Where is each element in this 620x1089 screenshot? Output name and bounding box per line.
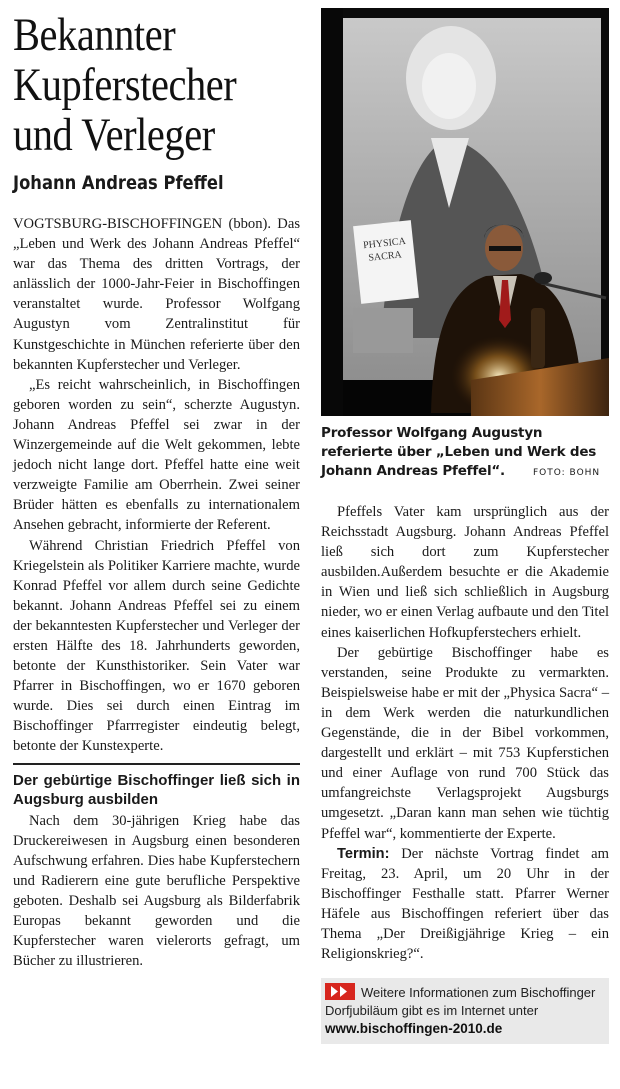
paragraph-1-text: Das „Leben und Werk des Johann Andreas Pfeffel“ war das Thema des dritten Vortrags, der anlässlich der 1000-Jahr-Feier in Bischoffingen veranstaltet wurde. Professor Wolfgang Augustyn vom Zentralinstitut für Kunstgeschichte in München referierte über den bekannten Kupferstecher und Verleger.	[13, 216, 300, 373]
book-title-line-2: SACRA	[367, 249, 403, 264]
lecture-photo-illustration	[321, 8, 609, 416]
info-box	[321, 978, 609, 1044]
article-body-left	[13, 214, 300, 971]
photo-credit: FOTO: BOHN	[532, 468, 601, 478]
headline-line-3: und Verleger	[13, 109, 215, 161]
subhead: Johann Andreas Pfeffel	[13, 172, 224, 194]
portrait-plaque	[353, 308, 413, 353]
lectern-lamp-arm	[531, 308, 545, 368]
book-title-line-1: PHYSICA	[362, 235, 407, 252]
dateline: VOGTSBURG-BISCHOFFINGEN (bbon).	[13, 216, 272, 232]
paragraph-1	[13, 214, 300, 375]
paragraph-5: Pfeffels Vater kam ursprünglich aus der Reichsstadt Augsburg. Johann Andreas Pfeffel ließ sich dort zum Kupferstecher ausbilden.Außerdem besuchte er die Akademie in Wien und ließ sich schließlich in Augsburg nieder, wo er einen Verlag aufbaute und den Titel eines kaiserlichen Hofkupferstechers erhielt.	[321, 504, 609, 641]
termin-label: Termin:	[337, 845, 390, 862]
termin-text: Der nächste Vortrag findet am Freitag, 23. April, um 20 Uhr in der Bischoffinger Festhalle statt. Pfarrer Werner Häfele aus Bischoffingen referiert über das Thema „Der Dreißigjährige Krieg – ein Religionskrieg?“.	[321, 845, 609, 963]
paragraph-2: „Es reicht wahrscheinlich, in Bischoffingen geboren worden zu sein“, scherzte Augustyn. Johann Andreas Pfeffel sei zwar in der Winzergemeinde auf die Welt gekommen, lebte jedoch nicht lange dort. Pfeffel hatte eine weit verzweigte Familie am Oberrhein. Zwei seiner Brüder hätten es ebenfalls zu internationalem Ansehen gebracht, informierte der Referent.	[13, 376, 300, 534]
portrait-face	[422, 53, 476, 119]
article-body-right	[321, 502, 609, 964]
photo-caption	[321, 424, 609, 483]
caption-text: Professor Wolfgang Augustyn referierte über „Leben und Werk des Johann Andreas Pfeffel“.	[321, 425, 597, 479]
paragraph-3: Während Christian Friedrich Pfeffel von Kriegelstein als Politiker Karriere machte, wurde Konrad Pfeffel vor allem durch seine Gedichte bekannt. Johann Andreas Pfeffel sei zu einem der bekanntesten Kupferstecher und Verleger der ersten Hälfte des 18. Jahrhunderts geworden, betonte der Kunsthistoriker. Sein Vater war Pfarrer in Bischoffingen, wo er 1670 geboren wurde. Dies sei durch einen Eintrag im Bischoffinger Pfarrregister eindeutig belegt, betonte der Kunstexperte.	[13, 537, 300, 755]
info-text: Weitere Informationen zum Bischoffinger Dorfjubiläum gibt es im Internet unter	[325, 985, 596, 1019]
right-column	[321, 8, 609, 1044]
speaker-glasses	[489, 246, 521, 251]
double-arrow-right-icon	[325, 983, 355, 1000]
paragraph-4: Nach dem 30-jährigen Krieg habe das Druckereiwesen in Augsburg einen besonderen Aufschwung erfahren. Dies habe Kupferstechern und Radierern eine gute berufliche Perspektive geboten. Deshalb sei Augsburg als Bilderfabrik Europas bekannt geworden und die Kupferstecher waren vielerorts gefragt, um Bücher zu illustrieren.	[13, 812, 300, 970]
section-subheading: Der gebürtige Bischoffinger ließ sich in Augsburg ausbilden	[13, 763, 300, 809]
website-link[interactable]: www.bischoffingen-2010.de	[325, 1021, 503, 1037]
lecture-photo	[321, 8, 609, 416]
portrait-book	[353, 220, 419, 304]
left-column	[13, 10, 300, 971]
termin-paragraph	[321, 844, 609, 965]
paragraph-6: Der gebürtige Bischoffinger habe es verstanden, seine Produkte zu vermarkten. Beispielsweise habe er mit der „Physica Sacra“ – in dem Werk werden die naturkundlichen Gegenstände, die in der Bibel vorkommen, dargestellt und erklärt – mit 753 Kupferstichen und einer Auflage von rund 700 Stück das umfangreichste Verlagsprojekt Augsburgs umgesetzt. „Daran kann man sehen wie tüchtig Pfeffel war“, kommentierte der Experte.	[321, 644, 609, 842]
headline	[13, 10, 300, 160]
microphone-icon	[534, 272, 552, 284]
headline-line-2: Kupferstecher	[13, 59, 237, 111]
headline-line-1: Bekannter	[13, 9, 176, 61]
